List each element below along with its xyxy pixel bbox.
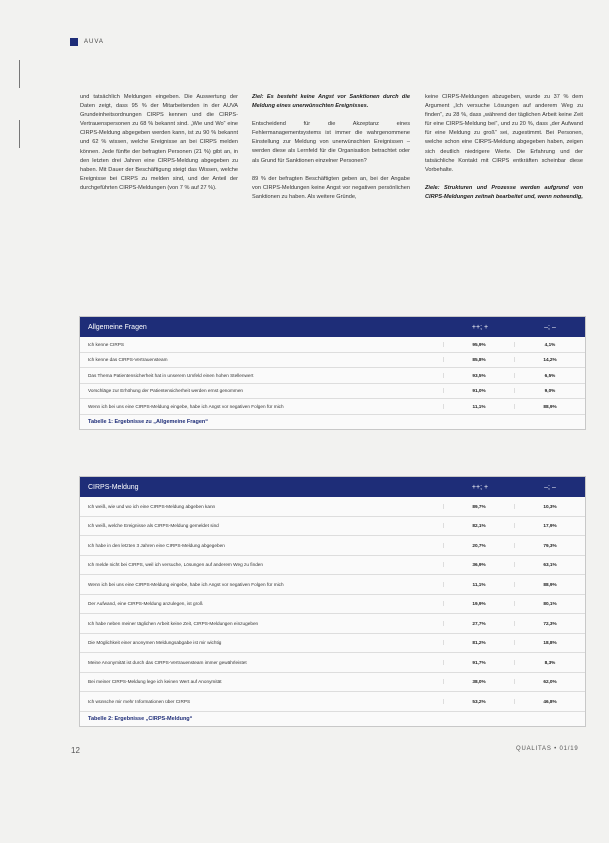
paragraph: und tatsächlich Meldungen eingeben. Die Auswertung der Daten zeigt, dass 95 % der Mitarbeitenden in der AUVA Grundeinheitsordnungen CIRPS kennen und die CIRPS-Vertrauenspersonen zu 68 % bekannt sind. „Wie und Wo“ eine CIRPS-Meldung abgegeben werden kann, ist zu 90 % bekannt und 62 % wissen, welche Ereignisse an bei CIRPS melden können. Jede fünfte der befragten Personen (21 %) gibt an, in den letzten drei Jahren eine CIRPS-Meldung abgegeben zu haben. Mit Dauer der Beschäftigung steigt das Wissen, welche Ereignisse bei CIRPS zu melden sind, und der Anteil der durchgeführten CIRPS-Meldungen (von 7 % auf 27 %). — [80, 94, 238, 191]
goal-heading: Ziele: Strukturen und Prozesse werden aufgrund von CIRPS-Meldungen zeitnah bearbeitet und, wenn notwendig, — [425, 184, 583, 200]
paragraph: 89 % der befragten Beschäftigten geben an, bei der Angabe von CIRPS-Meldungen keine Angst vor negativen persönlichen Sanktionen zu haben. Als weitere Gründe, — [252, 175, 410, 200]
row-value-agree: 20,7% — [443, 543, 514, 548]
row-question: Meine Anonymität ist durch das CIRPS-Vertrauensteam immer gewährleistet — [88, 659, 247, 665]
margin-line — [19, 120, 20, 148]
row-value-disagree: 80,1% — [514, 601, 585, 606]
row-value-disagree: 8,3% — [514, 660, 585, 665]
table-row — [80, 384, 585, 400]
table-general-questions — [79, 316, 586, 430]
table-row — [80, 634, 585, 654]
row-question: Bei meiner CIRPS-Meldung lege ich keinen Wert auf Anonymität — [88, 679, 222, 685]
row-question: Ich melde nicht bei CIRPS, weil ich versuche, Lösungen auf anderem Weg zu finden — [88, 562, 264, 568]
table-row — [80, 353, 585, 369]
text-column-1 — [80, 93, 238, 202]
column-header-disagree: –; – — [544, 323, 556, 331]
row-question: Wenn ich bei uns eine CIRPS-Meldung eingebe, habe ich Angst vor negativen Folgen für mich — [88, 403, 284, 409]
margin-line — [19, 60, 20, 88]
text-column-2 — [252, 93, 410, 211]
row-value-agree: 53,2% — [443, 699, 514, 704]
row-value-agree: 85,8% — [443, 357, 514, 362]
row-question: Ich weiß, welche Ereignisse als CIRPS-Meldung gemeldet sind — [88, 523, 219, 529]
row-question: Das Thema Patientensicherheit hat in unserem Umfeld einen hohen Stellenwert — [88, 372, 254, 378]
row-question: Der Aufwand, eine CIRPS-Meldung anzulegen, ist groß — [88, 601, 203, 607]
row-value-disagree: 88,9% — [514, 582, 585, 587]
page-header — [70, 38, 104, 46]
row-value-agree: 91,7% — [443, 660, 514, 665]
table-row — [80, 673, 585, 693]
row-value-disagree: 17,9% — [514, 523, 585, 528]
table-row — [80, 692, 585, 712]
row-question: Ich kenne das CIRPS-Vertrauensteam — [88, 357, 168, 363]
table-row — [80, 368, 585, 384]
table-title: Allgemeine Fragen — [88, 323, 147, 331]
row-value-agree: 81,2% — [443, 640, 514, 645]
row-value-agree: 19,9% — [443, 601, 514, 606]
row-question: Ich kenne CIRPS — [88, 341, 124, 347]
brand-square-icon — [70, 38, 78, 46]
row-question: Die Möglichkeit einer anonymen Meldungsabgabe ist mir wichtig — [88, 640, 222, 646]
row-value-disagree: 18,8% — [514, 640, 585, 645]
column-header-agree: ++; + — [471, 323, 489, 331]
table-row — [80, 337, 585, 353]
table-caption: Tabelle 2: Ergebnisse „CIRPS-Meldung“ — [88, 715, 193, 722]
row-value-disagree: 79,3% — [514, 543, 585, 548]
table-body — [80, 337, 585, 415]
journal-brand: QUALITAS • 01/19 — [516, 746, 579, 752]
table-header — [80, 317, 585, 337]
table-row — [80, 536, 585, 556]
row-value-agree: 89,7% — [443, 504, 514, 509]
row-question: Ich habe neben meiner täglichen Arbeit keine Zeit, CIRPS-Meldungen einzugeben — [88, 620, 259, 626]
column-header-agree: ++; + — [471, 483, 489, 491]
table-row — [80, 614, 585, 634]
row-value-agree: 82,1% — [443, 523, 514, 528]
row-value-agree: 27,7% — [443, 621, 514, 626]
row-value-disagree: 88,9% — [514, 404, 585, 409]
row-question: Ich wünsche mir mehr Informationen über CIRPS — [88, 698, 191, 704]
row-value-agree: 36,9% — [443, 562, 514, 567]
row-value-disagree: 46,8% — [514, 699, 585, 704]
table-row — [80, 653, 585, 673]
row-value-disagree: 4,1% — [514, 342, 585, 347]
table-row — [80, 575, 585, 595]
table-row — [80, 399, 585, 415]
row-question: Vorschläge zur Erhöhung der Patientensicherheit werden ernst genommen — [88, 388, 244, 394]
row-value-disagree: 72,3% — [514, 621, 585, 626]
row-value-disagree: 14,2% — [514, 357, 585, 362]
row-value-agree: 11,1% — [443, 404, 514, 409]
page-number: 12 — [71, 746, 80, 755]
table-row — [80, 497, 585, 517]
row-value-agree: 95,9% — [443, 342, 514, 347]
table-caption: Tabelle 1: Ergebnisse zu „Allgemeine Fragen“ — [88, 418, 209, 425]
row-question: Ich habe in den letzten 3 Jahren eine CIRPS-Meldung abgegeben — [88, 542, 225, 548]
header-label: AUVA — [84, 39, 104, 45]
row-question: Ich weiß, wie und wo ich eine CIRPS-Meldung abgeben kann — [88, 503, 216, 509]
row-value-agree: 11,1% — [443, 582, 514, 587]
table-title: CIRPS-Meldung — [88, 483, 139, 491]
row-question: Wenn ich bei uns eine CIRPS-Meldung eingebe, habe ich Angst vor negativen Folgen für mich — [88, 581, 284, 587]
row-value-disagree: 63,1% — [514, 562, 585, 567]
table-header — [80, 477, 585, 497]
row-value-disagree: 10,3% — [514, 504, 585, 509]
table-row — [80, 595, 585, 615]
row-value-agree: 91,0% — [443, 388, 514, 393]
table-cirps-report — [79, 476, 586, 727]
column-header-disagree: –; – — [544, 483, 556, 491]
table-row — [80, 517, 585, 537]
paragraph: Entscheidend für die Akzeptanz eines Fehlermanagementsystems ist immer die wahrgenommene Einstellung zur Meldung von unerwünschten Ereignissen – werden diese als Lernfeld für die Organisation betrachtet oder als Grund für Sanktionen einzelner Personen? — [252, 121, 410, 164]
table-body — [80, 497, 585, 712]
goal-heading: Ziel: Es besteht keine Angst vor Sanktionen durch die Meldung eines unerwünschten Ereignisses. — [252, 94, 410, 110]
paragraph: keine CIRPS-Meldungen abzugeben, wurde zu 37 % dem Argument „Ich versuche Lösungen auf anderem Weg zu finden“, zu 28 %, dass „während der täglichen Arbeit keine Zeit für eine CIRPS-Meldung bei“, und zu 20 %, dass „der Aufwand für eine Meldung zu groß“ sei, zugestimmt. Bei Personen, welche schon eine CIRPS-Meldung abgegeben haben, zeigen sich deutlich niedrigere Werte. Die Erfahrung und der tatsächliche Kontakt mit CIRPS entkräften scheinbar diese Vorbehalte. — [425, 94, 583, 173]
row-value-disagree: 9,0% — [514, 388, 585, 393]
row-value-agree: 38,0% — [443, 679, 514, 684]
table-row — [80, 556, 585, 576]
row-value-agree: 93,5% — [443, 373, 514, 378]
row-value-disagree: 6,5% — [514, 373, 585, 378]
row-value-disagree: 62,0% — [514, 679, 585, 684]
text-column-3 — [425, 93, 583, 211]
